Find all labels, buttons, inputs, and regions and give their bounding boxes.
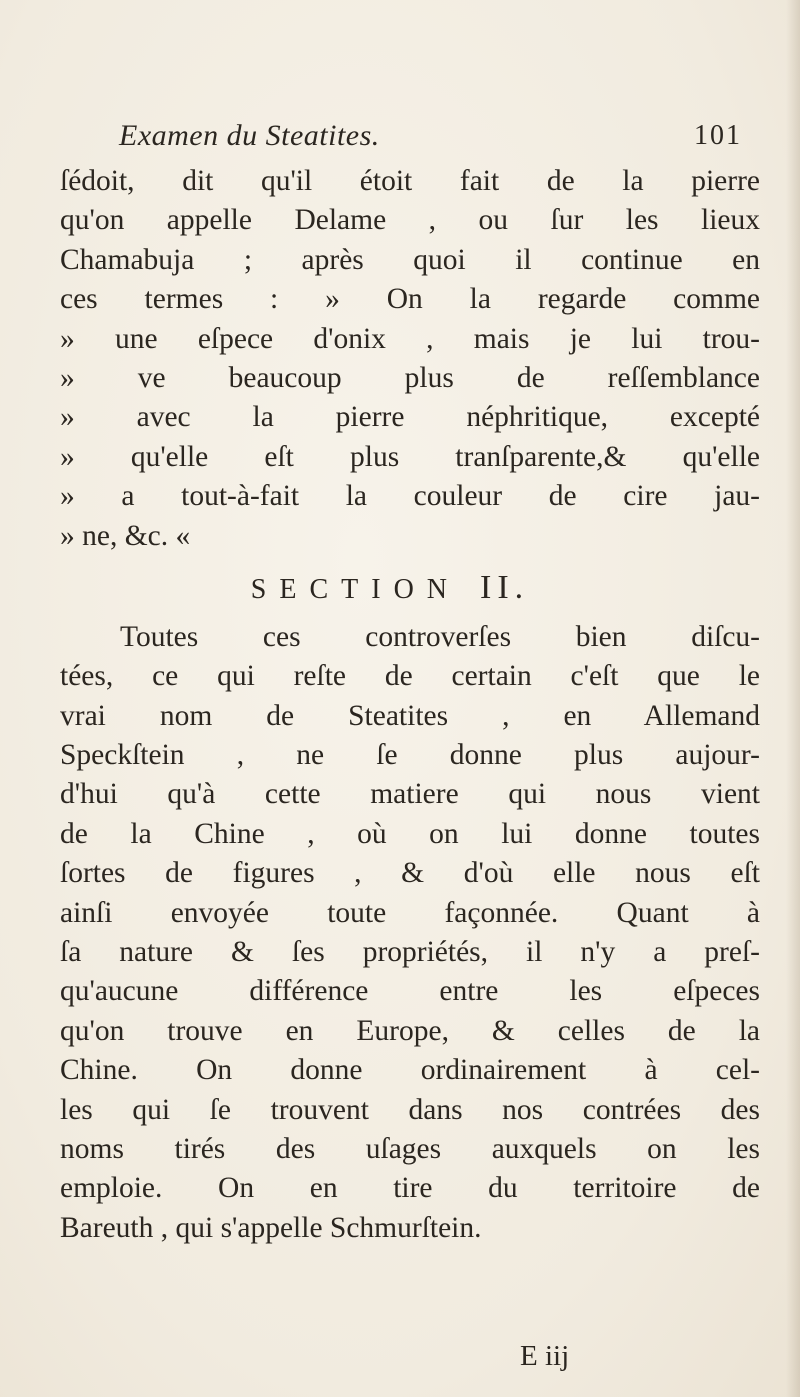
text-line: ſortes de figures , & d'où elle nous eſt xyxy=(60,857,760,890)
text-line: noms tirés des uſages auxquels on les xyxy=(60,1132,760,1165)
text-line: de la Chine , où on lui donne toutes xyxy=(60,817,760,850)
page-header xyxy=(117,118,742,154)
text-line: Bareuth , qui s'appelle Schmurſtein. xyxy=(60,1211,482,1244)
text-line: emploie. On en tire du territoire de xyxy=(60,1172,760,1205)
text-line: » a tout-à-fait la couleur de cire jau- xyxy=(60,480,760,513)
text-line: d'hui qu'à cette matiere qui nous vient xyxy=(60,778,760,811)
body-text xyxy=(60,162,760,1248)
section-word: SECTION xyxy=(250,573,461,605)
text-line: qu'on trouve en Europe, & celles de la xyxy=(60,1014,760,1047)
page-number: 101 xyxy=(694,120,742,151)
text-line: tées, ce qui reſte de certain c'eſt que le xyxy=(60,660,760,693)
signature-mark: E iij xyxy=(520,1340,570,1372)
running-head: Examen du Steatites. xyxy=(119,119,380,152)
text-line: vrai nom de Steatites , en Allemand xyxy=(60,699,760,732)
text-line: ſa nature & ſes propriétés, il n'y a preſ- xyxy=(60,936,760,969)
text-line: qu'on appelle Delame , ou ſur les lieux xyxy=(60,204,760,237)
text-line: les qui ſe trouvent dans nos contrées des xyxy=(60,1093,760,1126)
text-line: Toutes ces controverſes bien diſcu- xyxy=(120,620,760,653)
text-line: » qu'elle eſt plus tranſparente,& qu'elle xyxy=(60,440,760,473)
text-line: ainſi envoyée toute façonnée. Quant à xyxy=(60,896,760,929)
text-line: » avec la pierre néphritique, excepté xyxy=(60,401,760,434)
text-line: Speckſtein , ne ſe donne plus aujour- xyxy=(60,739,760,772)
page-gutter-shadow xyxy=(786,0,800,1397)
text-line: » ne, &c. « xyxy=(60,519,191,552)
text-line: ces termes : » On la regarde comme xyxy=(60,283,760,316)
text-line: Chine. On donne ordinairement à cel- xyxy=(60,1054,760,1087)
text-line: Chamabuja ; après quoi il continue en xyxy=(60,243,760,276)
text-line: » une eſpece d'onix , mais je lui trou- xyxy=(60,322,760,355)
section-number: II. xyxy=(480,568,530,606)
section-heading xyxy=(60,558,760,618)
text-line: qu'aucune différence entre les eſpeces xyxy=(60,975,760,1008)
text-line: » ve beaucoup plus de reſſemblance xyxy=(60,361,760,394)
text-line: ſédoit, dit qu'il étoit fait de la pierre xyxy=(60,165,760,197)
